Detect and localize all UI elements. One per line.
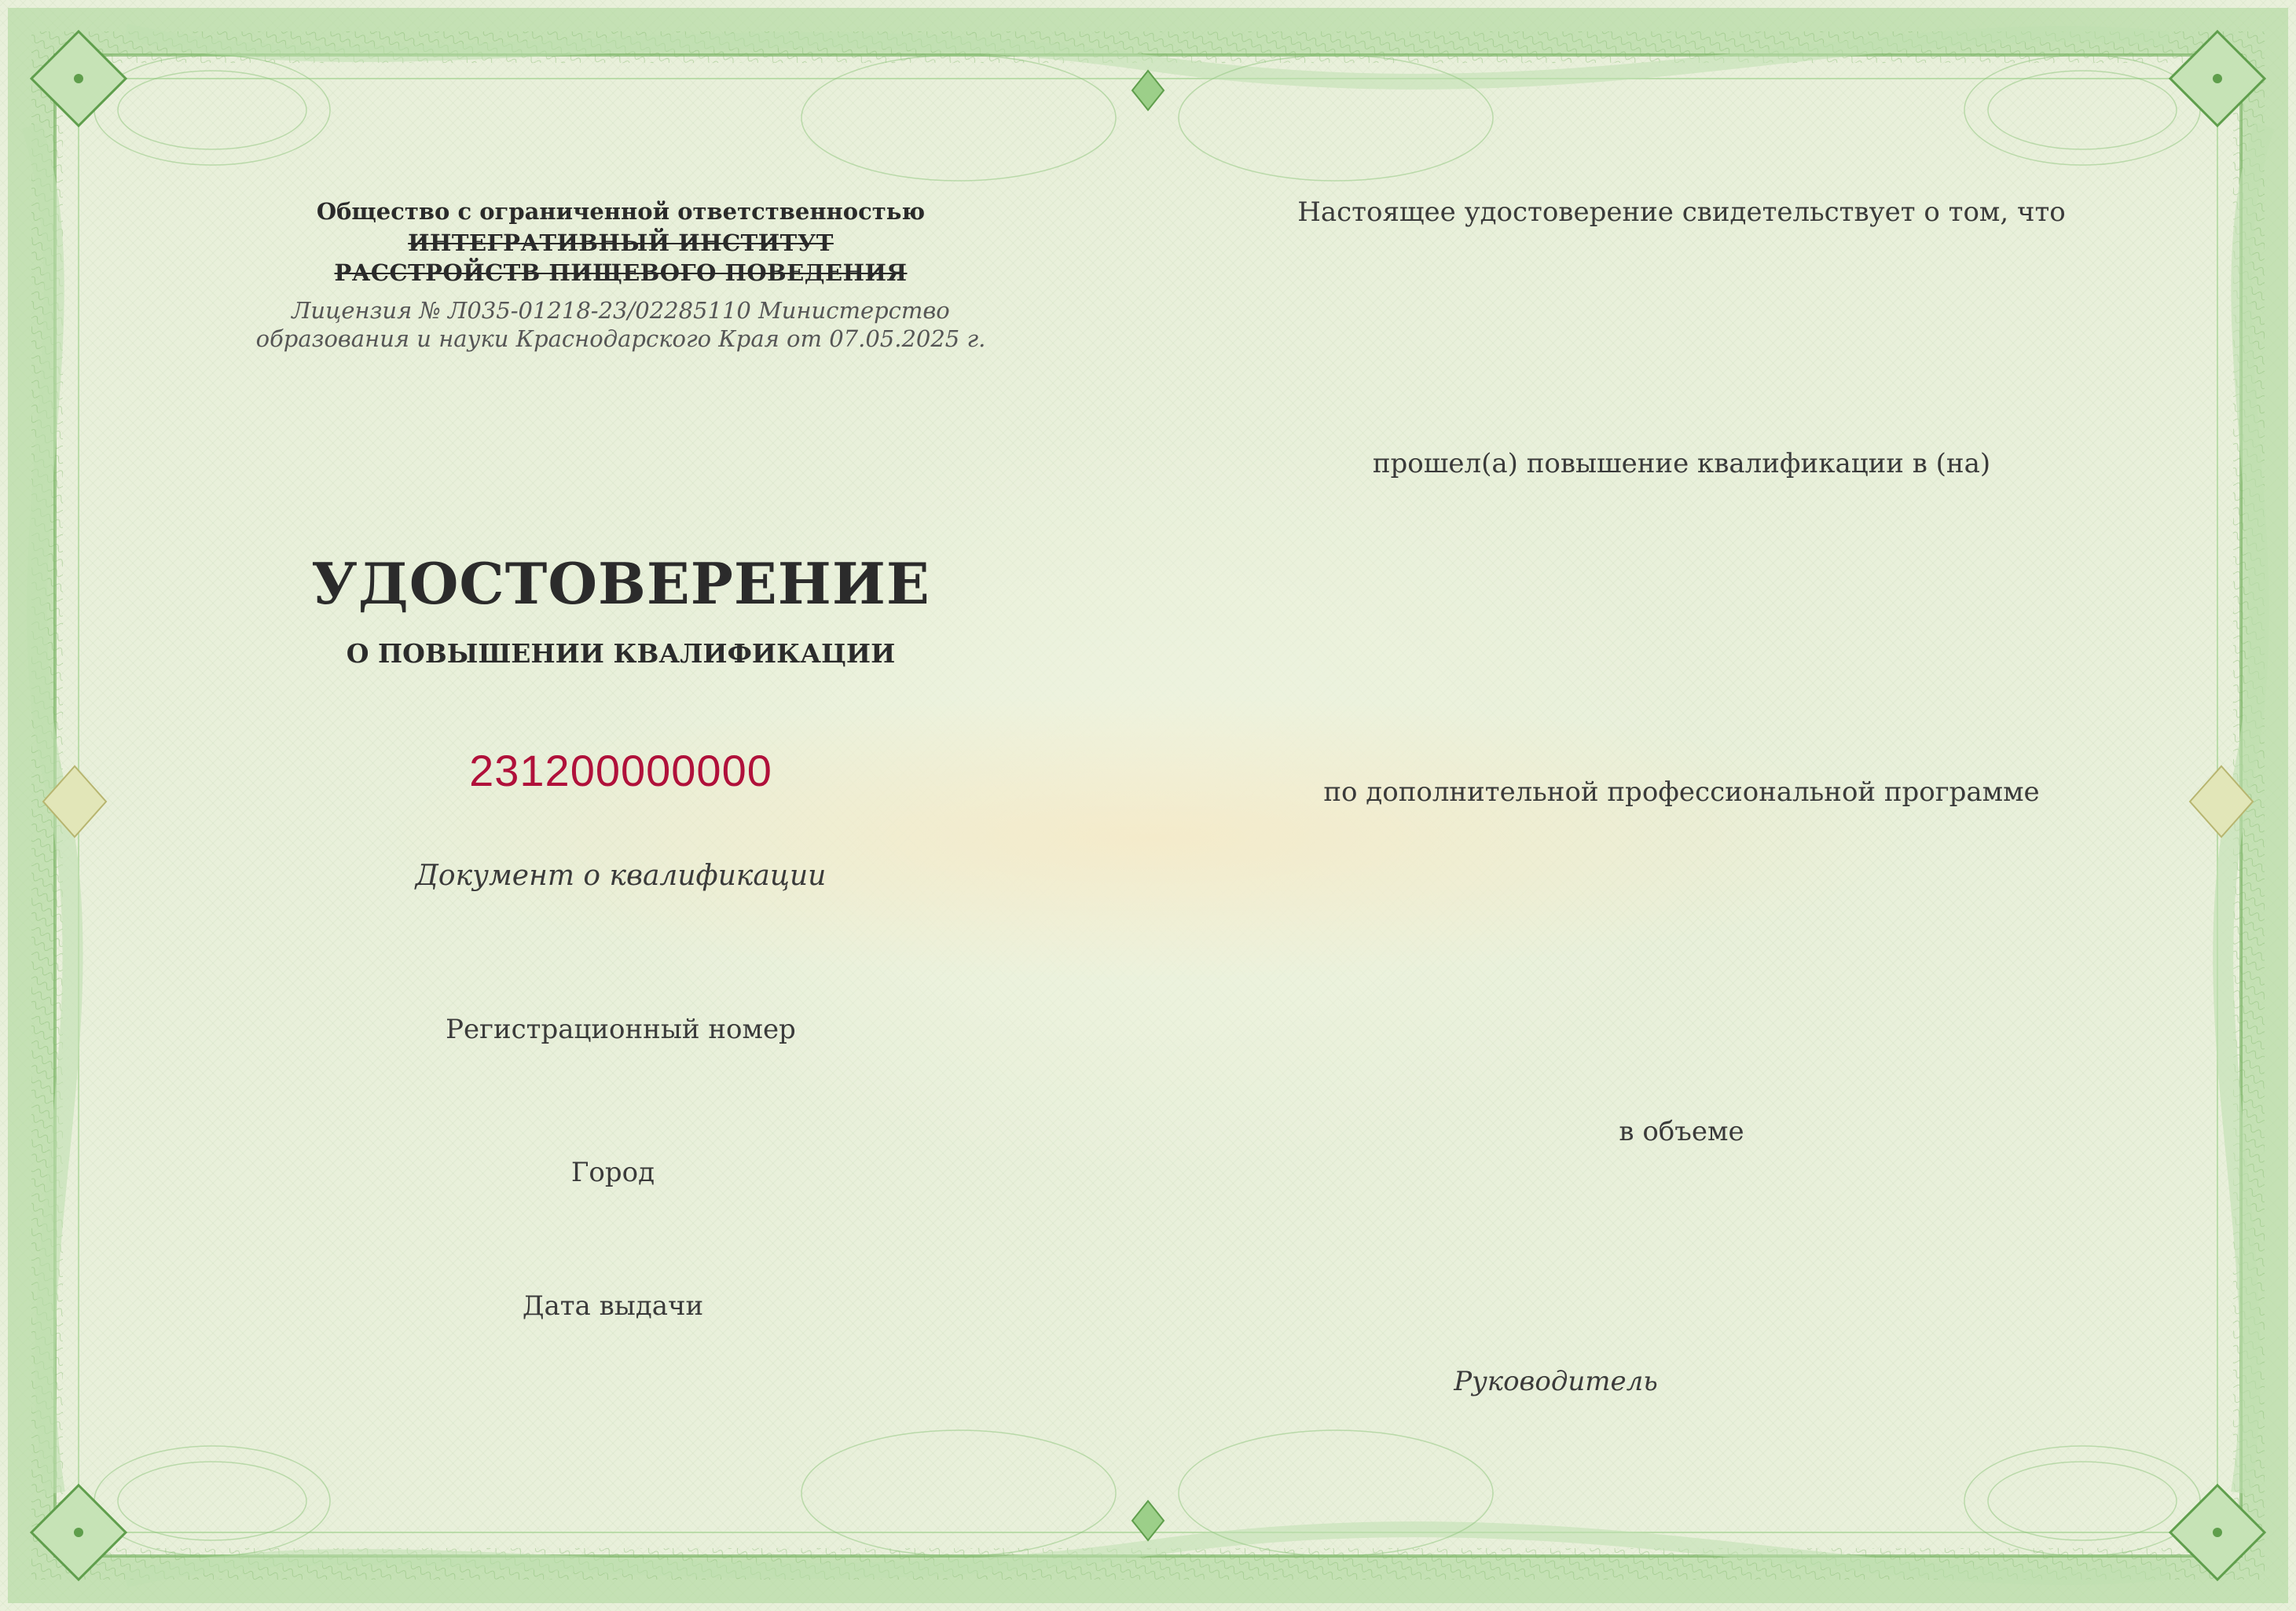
head-signature-label: Руководитель xyxy=(1454,1366,1658,1397)
issue-date-label: Дата выдачи xyxy=(522,1290,704,1322)
certifies-statement: Настоящее удостоверение свидетельствует о том, что xyxy=(1297,196,2066,228)
city-label: Город xyxy=(570,1157,655,1188)
document-kind: Документ о квалификации xyxy=(415,860,827,892)
organization-name-line2: РАССТРОЙСТВ ПИЩЕВОГО ПОВЕДЕНИЯ xyxy=(334,259,908,286)
document-subtitle: О ПОВЫШЕНИИ КВАЛИФИКАЦИИ xyxy=(346,638,896,669)
serial-number: 231200000000 xyxy=(469,746,772,795)
organization-type: Общество с ограниченной ответственностью xyxy=(316,198,926,225)
program-statement: по дополнительной профессиональной программе xyxy=(1323,776,2040,808)
volume-label: в объеме xyxy=(1619,1116,1744,1147)
organization-name-line1: ИНТЕГРАТИВНЫЙ ИНСТИТУТ xyxy=(408,229,834,256)
document-title: УДОСТОВЕРЕНИЕ xyxy=(311,550,930,617)
license-text-line1: Лицензия № Л035-01218-23/02285110 Министерство xyxy=(292,297,950,324)
registration-number-label: Регистрационный номер xyxy=(446,1014,796,1045)
passed-training-statement: прошел(а) повышение квалификации в (на) xyxy=(1372,448,1991,479)
license-text-line2: образования и науки Краснодарского Края от 07.05.2025 г. xyxy=(255,325,986,352)
